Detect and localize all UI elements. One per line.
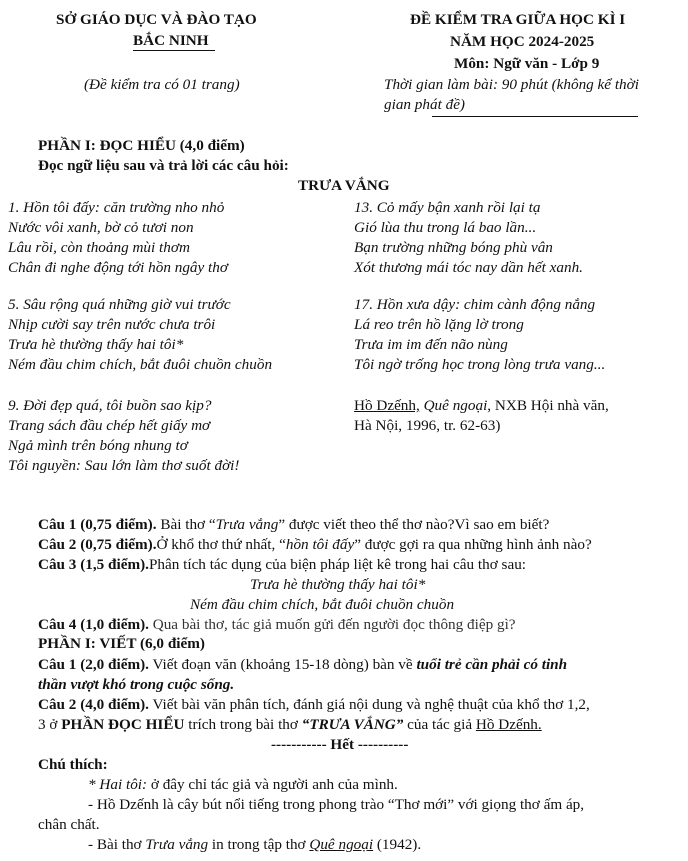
question-3 xyxy=(38,556,526,574)
poem-line: Lá reo trên hồ lặng lờ trong xyxy=(354,316,524,333)
source-publisher: , NXB Hội nhà văn, xyxy=(487,397,609,414)
question-3-verse-1: Trưa hè thường thấy hai tôi* xyxy=(250,576,426,593)
writing-question-2-text-c: trích trong bài thơ xyxy=(184,716,302,733)
source-book: Quê ngoại xyxy=(423,397,488,414)
province-name: BẮC NINH xyxy=(133,32,209,49)
poem-line: Ngả mình trên bóng nhung tơ xyxy=(8,437,188,454)
province-underline xyxy=(133,50,215,51)
school-year: NĂM HỌC 2024-2025 xyxy=(450,33,595,50)
part1-instruction: Đọc ngữ liệu sau và trả lời các câu hỏi: xyxy=(38,157,289,174)
part1-title: PHẦN I: ĐỌC HIỂU (4,0 điểm) xyxy=(38,137,245,154)
writing-question-2 xyxy=(38,696,590,714)
poem-stanza-4 xyxy=(354,198,583,278)
question-1-text-a: Bài thơ “ xyxy=(156,516,216,533)
poem-stanza-1 xyxy=(8,198,228,278)
poem-line: Ném đầu chim chích, bắt đuôi chuồn chuồn xyxy=(8,356,273,373)
poem-line: Nước vôi xanh, bờ cỏ tươi non xyxy=(8,219,194,236)
writing-question-1-text: Viết đoạn văn (khoảng 15-18 dòng) bàn về xyxy=(148,656,417,673)
note-1-label: * Hai tôi: xyxy=(88,776,148,793)
time-limit-line2: gian phát đề) xyxy=(384,96,465,113)
writing-question-1 xyxy=(38,656,567,674)
poem-line: Lâu rồi, còn thoảng mùi thơm xyxy=(8,239,190,256)
writing-question-2-cont xyxy=(38,716,542,734)
poem-line: Tôi ngờ trống học trong lòng trưa vang... xyxy=(354,356,606,373)
note-1-text: ở đây chỉ tác giả và người anh của mình. xyxy=(147,776,398,793)
question-4-text: Qua bài thơ, tác giả muốn gửi đến người đọc thông điệp gì? xyxy=(148,616,516,633)
writing-question-1-label: Câu 1 (2,0 điểm). xyxy=(38,656,149,673)
poem-line: 17. Hồn xưa dậy: chim cành động nắng xyxy=(354,296,596,313)
poem-line: Tôi nguyền: Sau lớn làm thơ suốt đời! xyxy=(8,457,240,474)
note-3-book: Quê ngoại xyxy=(309,836,374,853)
question-2-text-a: Ở khổ thơ thứ nhất, “ xyxy=(156,536,286,553)
question-3-text: Phân tích tác dụng của biện pháp liệt kê trong hai câu thơ sau: xyxy=(148,556,527,573)
question-1-text-b: ” được viết theo thể thơ nào?Vì sao em biết? xyxy=(278,516,550,533)
note-3 xyxy=(88,836,421,854)
poem-stanza-2 xyxy=(8,295,272,375)
time-limit-line1: Thời gian làm bài: 90 phút (không kể thời xyxy=(384,76,639,93)
question-4 xyxy=(38,616,516,634)
writing-question-2-text-a: Viết bài văn phân tích, đánh giá nội dung và nghệ thuật của khổ thơ 1,2, xyxy=(148,696,590,713)
header-rule xyxy=(432,116,638,117)
question-3-label: Câu 3 (1,5 điểm). xyxy=(38,556,149,573)
exam-title: ĐỀ KIỂM TRA GIỮA HỌC KÌ I xyxy=(410,11,626,28)
poem-line: Trưa hè thường thấy hai tôi* xyxy=(8,336,184,353)
poem-stanza-5 xyxy=(354,295,605,375)
question-1-poem-title: Trưa vắng xyxy=(215,516,279,533)
writing-question-1-topic-a: tuổi trẻ cần phải có tinh xyxy=(416,656,568,673)
poem-line: 5. Sâu rộng quá những giờ vui trước xyxy=(8,296,231,313)
poem-line: Gió lùa thu trong lá bao lần... xyxy=(354,219,537,236)
poem-line: Xót thương mái tóc nay dần hết xanh. xyxy=(354,259,583,276)
writing-question-2-label: Câu 2 (4,0 điểm). xyxy=(38,696,149,713)
source-author: Hồ Dzếnh, xyxy=(354,397,420,414)
poem-source xyxy=(354,396,609,436)
question-4-label: Câu 4 (1,0 điểm). xyxy=(38,616,149,633)
poem-stanza-3 xyxy=(8,396,239,476)
writing-question-2-title: “TRƯA VẮNG” xyxy=(301,716,404,733)
poem-line: Bạn trường những bóng phù vân xyxy=(354,239,553,256)
subject-grade: Môn: Ngữ văn - Lớp 9 xyxy=(454,55,600,72)
note-3-text-c: (1942). xyxy=(373,836,422,853)
note-1 xyxy=(88,776,398,794)
question-1 xyxy=(38,516,549,534)
end-mark: ----------- Hết ---------- xyxy=(271,736,409,753)
question-2-text-b: ” được gợi ra qua những hình ảnh nào? xyxy=(354,536,592,553)
poem-line: Trưa im im đến não nùng xyxy=(354,336,508,353)
writing-question-2-text-b: 3 ở xyxy=(38,716,62,733)
writing-question-2-author: Hồ Dzếnh. xyxy=(475,716,542,733)
writing-question-1-topic-b: thần vượt khó trong cuộc sống. xyxy=(38,676,235,693)
note-2-line2: chân chất. xyxy=(38,816,100,833)
question-2 xyxy=(38,536,592,554)
question-2-quote: hồn tôi đấy xyxy=(285,536,355,553)
poem-line: Nhịp cười say trên nước chưa trôi xyxy=(8,316,216,333)
poem-line: 1. Hồn tôi đấy: căn trường nho nhỏ xyxy=(8,199,225,216)
poem-line: Trang sách đầu chép hết giấy mơ xyxy=(8,417,211,434)
poem-line: 9. Đời đẹp quá, tôi buồn sao kịp? xyxy=(8,397,212,414)
source-place-year: Hà Nội, 1996, tr. 62-63) xyxy=(354,417,501,434)
note-3-poem-title: Trưa vắng xyxy=(145,836,209,853)
poem-line: 13. Cỏ mấy bận xanh rồi lại tạ xyxy=(354,199,541,216)
page-count-note: (Đề kiểm tra có 01 trang) xyxy=(84,76,240,93)
writing-question-2-part: PHẦN ĐỌC HIỂU xyxy=(61,716,185,733)
note-3-text-b: in trong tập thơ xyxy=(208,836,310,853)
note-2-line1: - Hồ Dzếnh là cây bút nổi tiếng trong phong trào “Thơ mới” với giọng thơ ấm áp, xyxy=(88,796,585,813)
department-name: SỞ GIÁO DỤC VÀ ĐÀO TẠO xyxy=(56,11,257,28)
part2-title: PHẦN I: VIẾT (6,0 điểm) xyxy=(38,635,205,652)
poem-title: TRƯA VẮNG xyxy=(298,177,390,194)
poem-line: Chân đi nghe động tới hồn ngây thơ xyxy=(8,259,228,276)
question-2-label: Câu 2 (0,75 điểm). xyxy=(38,536,157,553)
question-3-verse-2: Ném đầu chim chích, bắt đuôi chuồn chuồn xyxy=(190,596,455,613)
notes-title: Chú thích: xyxy=(38,756,108,773)
question-1-label: Câu 1 (0,75 điểm). xyxy=(38,516,157,533)
note-3-text-a: - Bài thơ xyxy=(88,836,146,853)
writing-question-2-text-d: của tác giả xyxy=(403,716,476,733)
